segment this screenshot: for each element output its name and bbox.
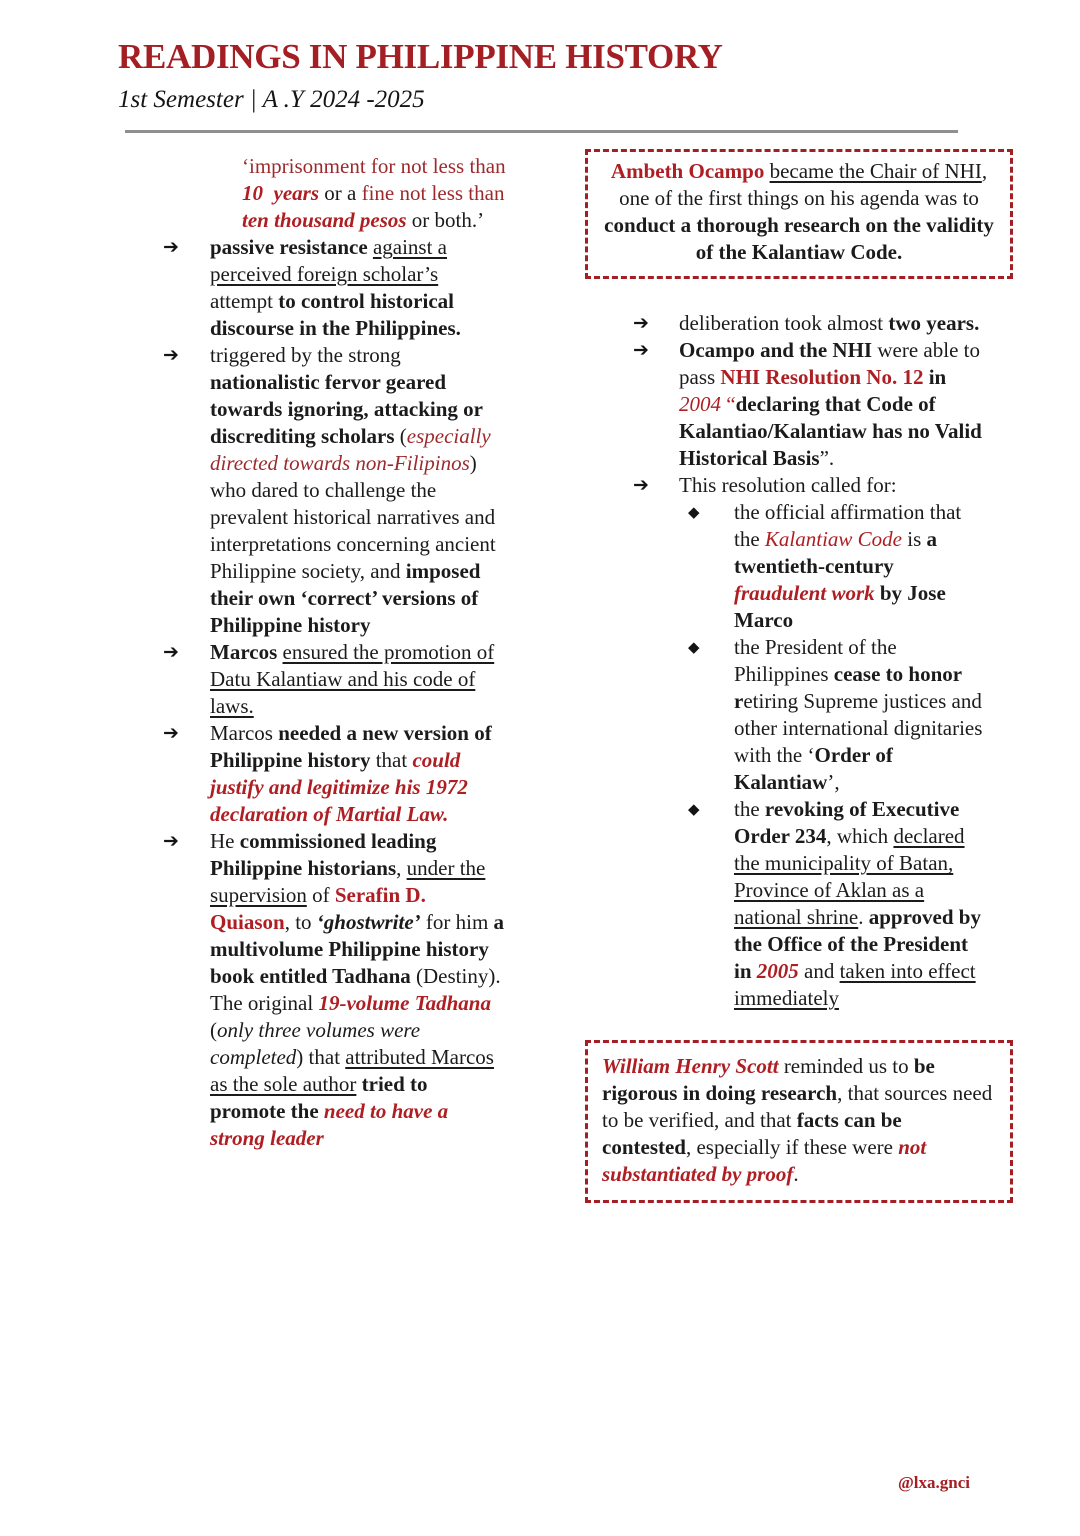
bullet-item (160, 828, 510, 1152)
arrow-bullet-icon: ➔ (163, 830, 179, 852)
text-run: (Destiny). The original (210, 964, 501, 1015)
text-run: ‘imprisonment for not less than (242, 154, 506, 178)
text-run: ’, (827, 770, 840, 794)
text-run: declaring that Code of Kalantiao/Kalantiaw has no Valid Historical Basis (679, 392, 982, 470)
text-run: needed a new version of Philippine history (210, 721, 492, 772)
text-run: cease to honor r (734, 662, 962, 713)
bullet-text (210, 234, 505, 342)
text-run: , (396, 856, 407, 880)
page-title: READINGS IN PHILIPPINE HISTORY (118, 37, 723, 76)
text-run: or a (319, 181, 362, 205)
text-run: , especially if these were (685, 1135, 899, 1159)
text-run: This resolution called for: (679, 473, 897, 497)
bullet-text (210, 342, 505, 639)
text-run: declared the municipality of Batan, Province of Aklan as a national shrine (734, 824, 965, 929)
text-run: revoking of Executive Order 234 (734, 797, 960, 848)
text-run: is (902, 527, 927, 551)
text-run: Marcos (210, 721, 279, 745)
note-box-ambeth-ocampo (585, 149, 1013, 279)
text-run: only three volumes were completed (210, 1018, 421, 1069)
bullet-item (585, 310, 1013, 337)
text-run: 2005 (756, 959, 799, 983)
text-run: deliberation took almost (679, 311, 889, 335)
bullet-item (160, 342, 510, 639)
left-bullet-list (160, 234, 510, 1152)
text-run: NHI Resolution No. 12 (720, 365, 924, 389)
bullet-item (160, 234, 510, 342)
text-run: fraudulent work (734, 581, 875, 605)
text-run: 10 years (242, 181, 319, 205)
text-run: conduct a thorough research on the validity of the Kalantiaw Code. (604, 213, 994, 264)
text-run: a twentieth-century (734, 527, 938, 578)
bullet-text (210, 639, 505, 720)
text-run: to control historical discourse in the Philippines. (210, 289, 461, 340)
text-run: need to have a strong leader (210, 1099, 449, 1150)
text-run: fine not less than (361, 181, 505, 205)
note-box-william-henry-scott (585, 1040, 1013, 1203)
text-run: of (306, 883, 335, 907)
text-run: attempt (210, 289, 279, 313)
text-run: ( (394, 424, 407, 448)
text-run: Serafin D. Quiason (210, 883, 426, 934)
penalty-quote-block (242, 153, 514, 234)
text-run: He (210, 829, 240, 853)
text-run: Ocampo and the NHI (679, 338, 873, 362)
text-run: Ambeth Ocampo (610, 159, 765, 183)
text-run: the (734, 797, 765, 821)
text-run: and (798, 959, 840, 983)
bullet-text (734, 499, 986, 634)
arrow-bullet-icon: ➔ (163, 722, 179, 744)
text-run: for him (420, 910, 494, 934)
arrow-bullet-icon: ➔ (633, 474, 649, 496)
arrow-bullet-icon: ➔ (163, 344, 179, 366)
diamond-bullet-icon: ◆ (688, 638, 700, 656)
text-run: under the supervision (210, 856, 486, 907)
arrow-bullet-icon: ➔ (163, 641, 179, 663)
text-run: , to (284, 910, 317, 934)
text-run: ”. (819, 446, 835, 470)
arrow-bullet-icon: ➔ (163, 236, 179, 258)
text-run: were able to pass (679, 338, 980, 389)
text-run: attributed Marcos as the sole author (210, 1045, 494, 1096)
bullet-text (210, 828, 505, 1152)
right-column (585, 149, 1013, 1203)
text-run: Kalantiaw Code (764, 527, 903, 551)
text-run: passive resistance (210, 235, 368, 259)
text-run: could justify and legitimize his 1972 declaration of Martial Law. (210, 748, 468, 826)
text-run: . (858, 905, 869, 929)
page-header (0, 0, 1080, 133)
text-run: be rigorous in doing research (602, 1054, 935, 1105)
text-run: that (370, 748, 413, 772)
bullet-item (160, 639, 510, 720)
arrow-bullet-icon: ➔ (633, 339, 649, 361)
bullet-text (679, 472, 985, 499)
text-run: by Jose Marco (734, 581, 946, 632)
text-run: tried to promote the (210, 1072, 428, 1123)
text-run: ( (210, 1018, 217, 1042)
sub-bullet-item (585, 634, 1013, 796)
text-run: ensured the promotion of Datu Kalantiaw and his code of laws. (210, 640, 495, 718)
text-run: became the Chair of NHI (769, 159, 982, 183)
text-run: “ (726, 392, 736, 416)
bullet-text (679, 337, 985, 472)
footer-handle: @lxa.gnci (897, 1473, 970, 1492)
text-run: in (923, 365, 947, 389)
text-run: or both.’ (406, 208, 485, 232)
text-run: 2004 (679, 392, 721, 416)
text-run: the official affirmation that the (734, 500, 962, 551)
text-run: facts can be contested (602, 1108, 902, 1159)
bullet-text (679, 310, 985, 337)
text-run: nationalistic fervor geared towards ignoring, attacking or discrediting scholars (210, 370, 483, 448)
right-bullet-list (585, 310, 1013, 1012)
text-run: etiring Supreme justices and other international dignitaries with the ‘ (734, 689, 983, 767)
text-run: , that sources need to be verified, and that (602, 1081, 993, 1132)
text-run: the President of the Philippines (734, 635, 897, 686)
sub-bullet-item (585, 499, 1013, 634)
text-run: not substantiated by proof (602, 1135, 927, 1186)
diamond-bullet-icon: ◆ (688, 503, 700, 521)
text-run: triggered by the strong (210, 343, 401, 367)
text-run: . (793, 1162, 799, 1186)
text-run: taken into effect immediately (734, 959, 976, 1010)
arrow-bullet-icon: ➔ (633, 312, 649, 334)
text-run: a multivolume Philippine history book entitled Tadhana (210, 910, 505, 988)
header-divider (125, 130, 958, 133)
text-run: reminded us to (778, 1054, 914, 1078)
text-run: two years. (888, 311, 980, 335)
text-run: ) who dared to challenge the prevalent historical narratives and interpretations concerning ancient Philippine society, and (210, 451, 496, 583)
bullet-text (734, 634, 986, 796)
diamond-bullet-icon: ◆ (688, 800, 700, 818)
bullet-item (585, 337, 1013, 472)
page-subtitle: 1st Semester | A .Y 2024 -2025 (118, 86, 425, 113)
text-run: , which (826, 824, 894, 848)
sub-bullet-item (585, 796, 1013, 1012)
bullet-item (160, 720, 510, 828)
bullet-text (210, 720, 505, 828)
text-run: , one of the first things on his agenda was to (619, 159, 988, 210)
text-run: commissioned leading Philippine historians (210, 829, 437, 880)
bullet-item (585, 472, 1013, 499)
text-run: ‘ghostwrite’ (316, 910, 421, 934)
text-run: approved by the Office of the President in (734, 905, 981, 983)
text-run: William Henry Scott (602, 1054, 779, 1078)
text-run: especially directed towards non-Filipinos (210, 424, 491, 475)
content-columns (0, 149, 1080, 1203)
bullet-text (734, 796, 986, 1012)
text-run: Order of Kalantiaw (734, 743, 893, 794)
text-run: 19-volume Tadhana (318, 991, 491, 1015)
left-column (160, 149, 510, 1152)
text-run: ) that (296, 1045, 346, 1069)
text-run: ten thousand pesos (242, 208, 407, 232)
text-run: Marcos (210, 640, 278, 664)
text-run: imposed their own ‘correct’ versions of Philippine history (210, 559, 481, 637)
text-run: against a perceived foreign scholar’s (210, 235, 447, 286)
